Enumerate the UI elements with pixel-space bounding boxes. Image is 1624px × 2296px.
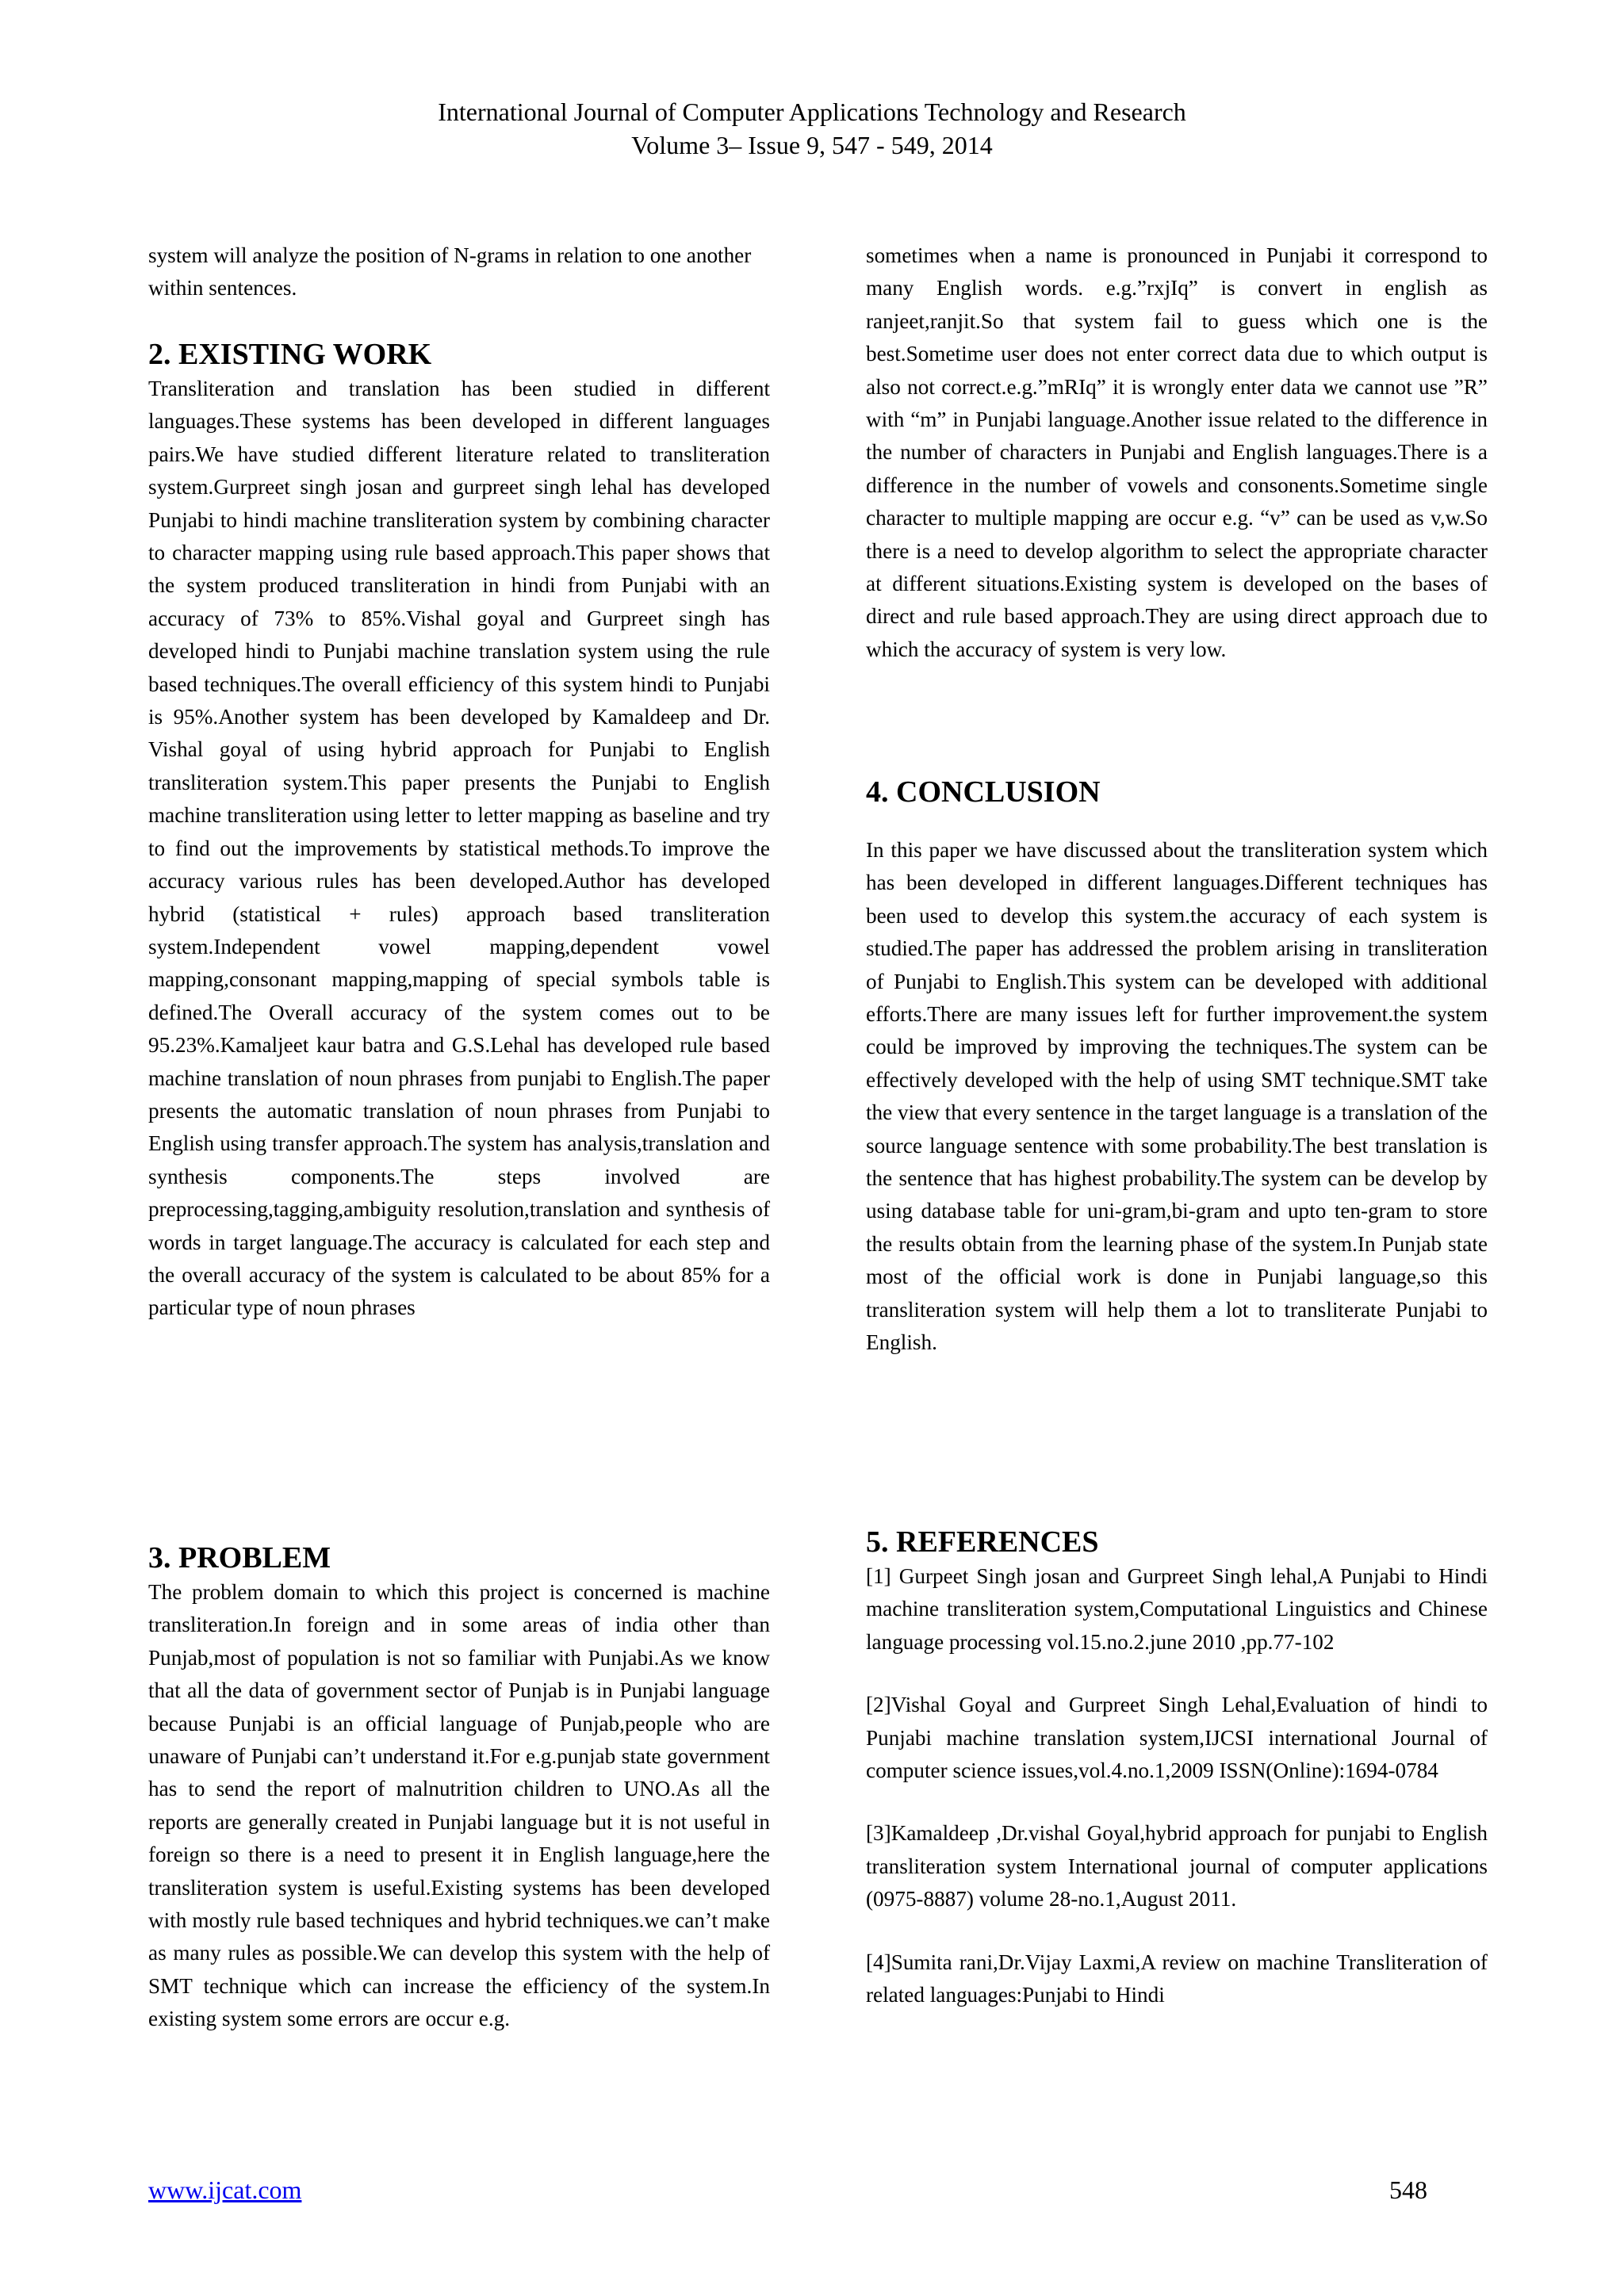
reference-item: [3]Kamaldeep ,Dr.vishal Goyal,hybrid approach for punjabi to English transliteration system International journal of computer applications (0975-8887) volume 28-no.1,August 2011. (866, 1821, 1488, 1911)
journal-title: International Journal of Computer Applications Technology and Research (438, 98, 1186, 126)
section-heading-existing-work: 2. EXISTING WORK (148, 338, 432, 371)
reference-item: [2]Vishal Goyal and Gurpreet Singh Lehal,Evaluation of hindi to Punjabi machine translation system,IJCSI international Journal of computer science issues,vol.4.no.1,2009 ISSN(Online):1694-0784 (866, 1693, 1488, 1783)
left-column-intro (148, 239, 770, 305)
section-conclusion (866, 774, 1488, 1360)
section-problem (148, 1540, 770, 2036)
running-header (0, 95, 1624, 162)
section-existing-work (148, 336, 770, 1325)
reference-item: [4]Sumita rani,Dr.Vijay Laxmi,A review on machine Transliteration of related languages:Punjabi to Hindi (866, 1950, 1488, 2007)
conclusion-paragraph: In this paper we have discussed about the transliteration system which has been developed in different languages.Different techniques has been used to develop this system.the accuracy of each system is studied.The paper has addressed the problem arising in transliteration of Punjabi to English.This system can be developed with additional efforts.There are many issues left for further improvement.the system could be improved by improving the techniques.The system can be effectively developed with the help of using SMT technique.SMT take the view that every sentence in the target language is a translation of the source language sentence with some probability.The best translation is the sentence that has highest probability.The system can be develop by using database table for uni-gram,bi-gram and upto ten-gram to store the results obtain from the learning phase of the system.In Punjab state most of the official work is done in Punjabi language,so this transliteration system will help them a lot to transliterate Punjabi to English. (866, 838, 1488, 1355)
section-heading-references: 5. REFERENCES (866, 1525, 1099, 1559)
existing-work-paragraph: Transliteration and translation has been studied in different languages.These systems has been developed in different languages pairs.We have studied different literature related to transliteration system.Gurpreet singh josan and gurpreet singh lehal has developed Punjabi to hindi machine transliteration system by combining character to character mapping using rule based approach.This paper shows that the system produced transliteration in hindi from Punjabi with an accuracy of 73% to 85%.Vishal goyal and Gurpreet singh has developed hindi to Punjabi machine translation system using the rule based techniques.The overall efficiency of this system hindi to Punjabi is 95%.Another system has been developed by Kamaldeep and Dr. Vishal goyal of using hybrid approach for Punjabi to English transliteration system.This paper presents the Punjabi to English machine transliteration using letter to letter mapping as baseline and try to find out the improvements by statistical methods.To improve the accuracy various rules has been developed.Author has developed hybrid (statistical + rules) approach based transliteration system.Independent vowel mapping,dependent vowel mapping,consonant mapping,mapping of special symbols table is defined.The Overall accuracy of the system comes out to be 95.23%.Kamaljeet kaur batra and G.S.Lehal has developed rule based machine translation of noun phrases from punjabi to English.The paper presents the automatic translation of noun phrases from Punjabi to English using transfer approach.The system has analysis,translation and synthesis components.The steps involved are preprocessing,tagging,ambiguity resolution,translation and synthesis of words in target language.The accuracy is calculated for each step and the overall accuracy of the system is calculated to be about 85% for a particular type of noun phrases (148, 377, 770, 1320)
volume-line: Volume 3– Issue 9, 547 - 549, 2014 (631, 131, 993, 159)
problem-paragraph: The problem domain to which this project is concerned is machine transliteration.In foreign and in some areas of india other than Punjab,most of population is not so familiar with Punjabi.As we know that all the data of government sector of Punjab is in Punjabi language because Punjabi is an official language of Punjab,people who are unaware of Punjabi can’t understand it.For e.g.punjab state government has to send the report of malnutrition children to UNO.As all the reports are generally created in Punjabi language but it is not useful in foreign so there is a need to present it in English language,here the transliteration system is useful.Existing systems has been developed with mostly rule based techniques and hybrid techniques.we can’t make as many rules as possible.We can develop this system with the help of SMT technique which can increase the efficiency of the system.In existing system some errors are occur e.g. (148, 1580, 770, 2031)
page-number: 548 (1389, 2175, 1427, 2204)
reference-item: [1] Gurpeet Singh josan and Gurpreet Singh lehal,A Punjabi to Hindi machine transliteration system,Computational Linguistics and Chinese language processing vol.15.no.2.june 2010 ,pp.77-102 (866, 1564, 1488, 1654)
section-references (866, 1524, 1488, 2011)
section-heading-problem: 3. PROBLEM (148, 1541, 331, 1575)
intro-paragraph: system will analyze the position of N-grams in relation to one another within sentences. (148, 243, 752, 300)
right-column-problem-continued (866, 239, 1488, 666)
problem-continued-paragraph: sometimes when a name is pronounced in Punjabi it correspond to many English words. e.g.”rxjIq” is convert in english as ranjeet,ranjit.So that system fail to guess which one is the best.Sometime user does not enter correct data due to which output is also not correct.e.g.”mRIq” it is wrongly enter data we cannot use ”R” with “m” in Punjabi language.Another issue related to the difference in the number of characters in Punjabi and English languages.There is a difference in the number of vowels and consonents.Sometime single character to multiple mapping are occur e.g. “v” can be used as v,w.So there is a need to develop algorithm to select the appropriate character at different situations.Existing system is developed on the bases of direct and rule based approach.They are using direct approach due to which the accuracy of system is very low. (866, 243, 1488, 661)
section-heading-conclusion: 4. CONCLUSION (866, 775, 1101, 809)
footer-website-link[interactable]: www.ijcat.com (148, 2175, 302, 2204)
